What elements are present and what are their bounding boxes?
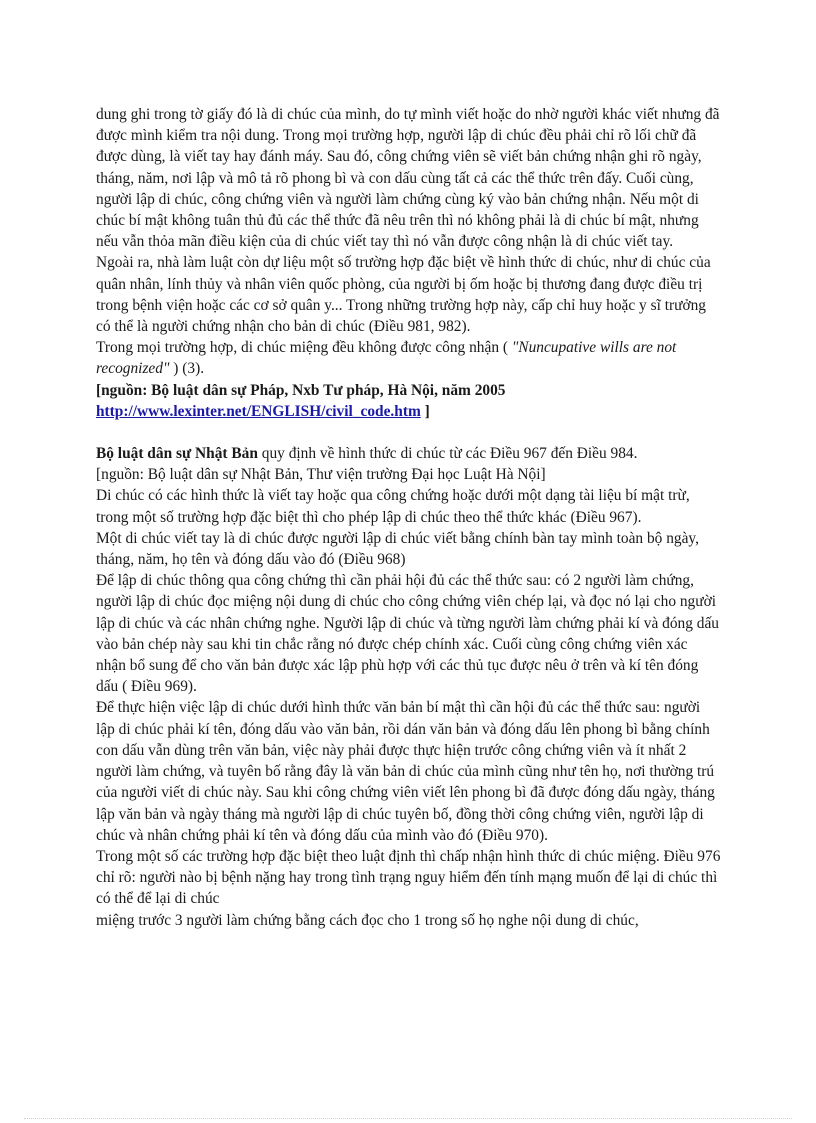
source-citation-french-code <box>96 380 721 422</box>
paragraph-special-cases: Ngoài ra, nhà làm luật còn dự liệu một số trường hợp đặc biệt về hình thức di chúc, như di chúc của quân nhân, lính thủy và nhân viên quốc phòng, của người bị ốm hoặc bị thương đang được điều trị trong bệnh viện hoặc các cơ sở quân y... Trong những trường hợp này, cấp chỉ huy hoặc y sĩ trưởng có thể là người chứng nhận cho bản di chúc (Điều 981, 982). <box>96 254 711 336</box>
paragraph-oral-will-special: Trong một số các trường hợp đặc biệt theo luật định thì chấp nhận hình thức di chúc miệng. Điều 976 chỉ rõ: người nào bị bệnh nặng hay trong tình trạng nguy hiểm đến tính mạng muốn để lại di chúc thì có thể để lại di chúc <box>96 847 721 908</box>
paragraph-secret-will-certification: dung ghi trong tờ giấy đó là di chúc của mình, do tự mình viết hoặc do nhờ người khác viết nhưng đã được mình kiểm tra nội dung. Trong mọi trường hợp, người lập di chúc đều phải chỉ rõ lối chữ đã được dùng, là viết tay hay đánh máy. Sau đó, công chứng viên sẽ viết bản chứng nhận ghi rõ ngày, tháng, năm, nơi lập và mô tả rõ phong bì và con dấu cùng tất cả các thể thức trên đấy. Cuối cùng, người lập di chúc, công chứng viên và người làm chứng cùng ký vào bản chứng nhận. Nếu một di chúc bí mật không tuân thủ đủ các thể thức đã nêu trên thì nó không phải là di chúc bí mật, nhưng nếu vẫn thỏa mãn điều kiện của di chúc viết tay thì nó vẫn được công nhận là di chúc viết tay. <box>96 106 720 251</box>
japanese-code-title: Bộ luật dân sự Nhật Bản <box>96 445 258 463</box>
paragraph-japanese-code-intro <box>96 443 721 464</box>
source-citation-japanese-code: [nguồn: Bộ luật dân sự Nhật Bản, Thư viện trường Đại học Luật Hà Nội] <box>96 466 546 484</box>
document-page <box>96 104 721 931</box>
paragraph-will-forms: Di chúc có các hình thức là viết tay hoặc qua công chứng hoặc dưới một dạng tài liệu bí mật trừ, trong một số trường hợp đặc biệt thì cho phép lập di chúc theo thể thức khác (Điều 967). <box>96 487 690 526</box>
paragraph-handwritten-will: Một di chúc viết tay là di chúc được người lập di chúc viết bằng chính bàn tay mình toàn bộ ngày, tháng, năm, họ tên và đóng dấu vào đó (Điều 968) <box>96 529 699 569</box>
paragraph-secret-document-will: Để thực hiện việc lập di chúc dưới hình thức văn bản bí mật thì cần hội đủ các thể thức sau: người lập di chúc phải kí tên, đóng dấu vào văn bản, rồi dán văn bản và đóng dấu lên phong bì bằng chính con dấu vẫn dùng trên văn bản, việc này phải được thực hiện trước công chứng viên và ít nhất 2 người làm chứng, và tuyên bố rằng đây là văn bản di chúc của mình cũng như tên họ, nơi thường trú của người viết di chúc này. Sau khi công chứng viên viết lên phong bì đã được đóng dấu ngày, tháng lập văn bản và ngày tháng mà người lập di chúc tuyên bố, đồng thời công chứng viên, người lập di chúc và nhân chứng phải kí tên và đóng dấu của mình vào đó (Điều 970). <box>96 699 715 844</box>
oral-will-lead: Trong mọi trường hợp, di chúc miệng đều không được công nhận ( <box>96 339 512 357</box>
source-citation-text: [nguồn: Bộ luật dân sự Pháp, Nxb Tư pháp, Hà Nội, năm 2005 <box>96 381 506 399</box>
source-link[interactable]: http://www.lexinter.net/ENGLISH/civil_code.htm <box>96 402 421 420</box>
page-bottom-divider <box>24 1118 792 1119</box>
oral-will-tail: ) (3). <box>169 360 205 378</box>
oral-will-quote: "Nuncupative wills are not recognized" <box>96 339 677 378</box>
source-citation-close: ] <box>420 402 430 420</box>
paragraph-oral-will-witnesses: miệng trước 3 người làm chứng bằng cách đọc cho 1 trong số họ nghe nội dung di chúc, <box>96 911 639 929</box>
japanese-code-intro-rest: quy định về hình thức di chúc từ các Điều 967 đến Điều 984. <box>257 445 638 463</box>
paragraph-spacer <box>96 422 721 443</box>
paragraph-notarized-will: Để lập di chúc thông qua công chứng thì cần phải hội đủ các thể thức sau: có 2 người làm chứng, người lập di chúc đọc miệng nội dung di chúc cho công chứng viên chép lại, và đọc nó lại cho người lập di chúc và các nhân chứng nghe. Người lập di chúc và từng người làm chứng phải kí và đóng dấu vào bản chép này sau khi tin chắc rằng nó được chép chính xác. Cuối cùng công chứng viên xác nhận bổ sung để cho văn bản được xác lập phù hợp với các thủ tục được nêu ở trên và kí tên đóng dấu ( Điều 969). <box>96 572 719 696</box>
paragraph-oral-will-not-recognized <box>96 337 721 379</box>
